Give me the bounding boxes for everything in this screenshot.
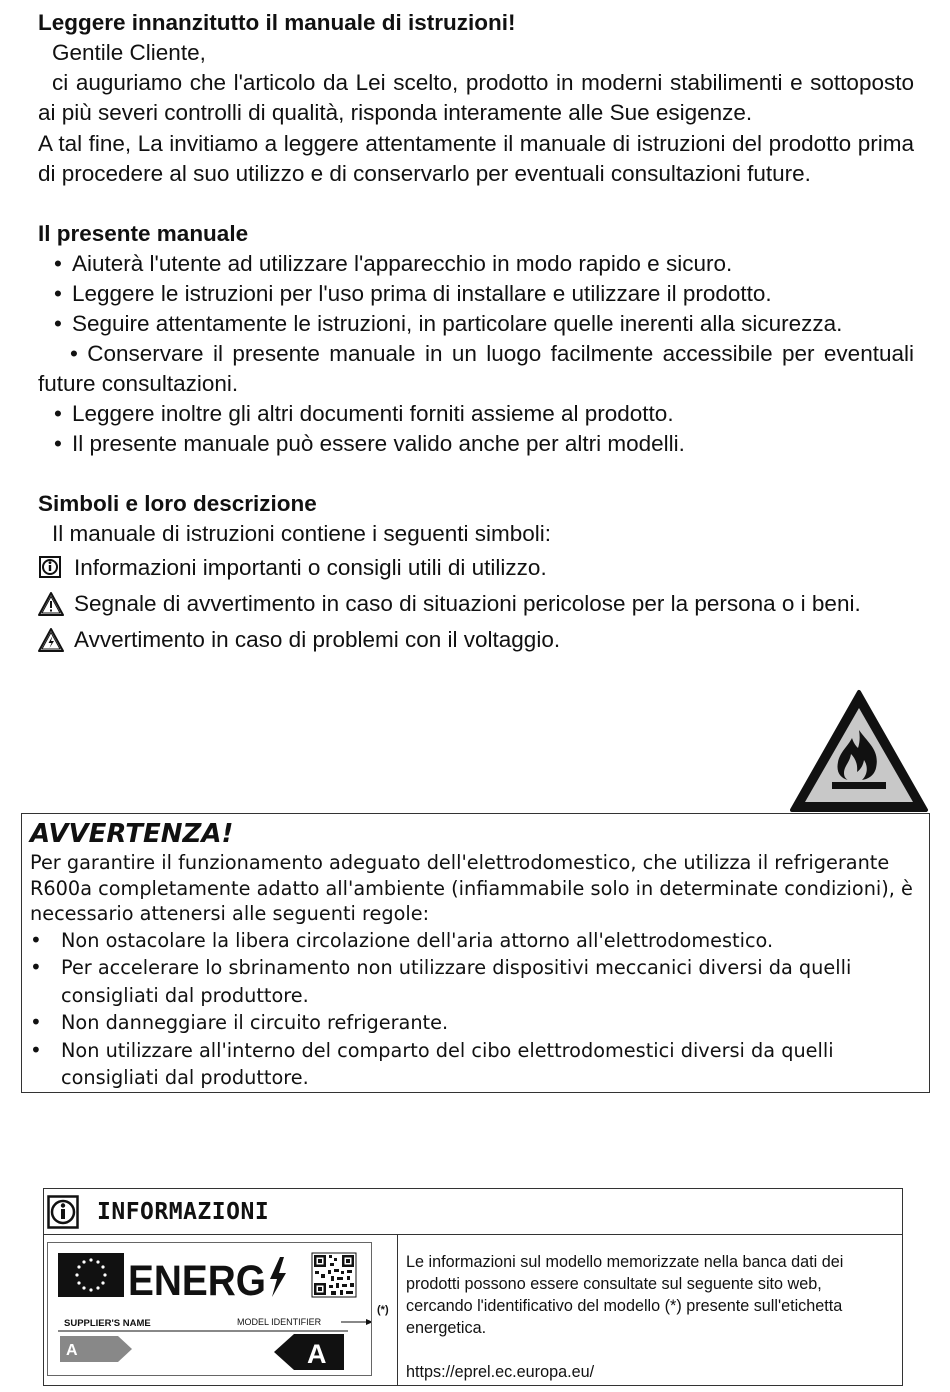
list-item: • Per accelerare lo sbrinamento non utilizzare dispositivi meccanici diversi da quelli consigliati dal produttore. [30,954,921,1009]
flammable-warning-icon [788,688,930,814]
list-item: • Conservare il presente manuale in un luogo facilmente accessibile per eventuali future consultazioni. [38,341,914,397]
manual-bullet-list [38,249,914,459]
info-body [44,1235,902,1385]
greeting: Gentile Cliente, [52,40,206,65]
info-divider [397,1235,398,1385]
info-title: INFORMAZIONI [97,1198,270,1225]
energy-label-graphic [48,1243,371,1375]
list-item: • Non utilizzare all'interno del comparto del cibo elettrodomestici diversi da quelli consigliati dal produttore. [30,1037,921,1092]
symbols-section-title: Simboli e loro descrizione [38,491,317,517]
list-item: • Leggere le istruzioni per l'uso prima di installare e utilizzare il prodotto. [54,281,772,307]
energy-class-left: A [66,1342,78,1359]
supplier-name: SUPPLIER'S NAME [64,1318,151,1329]
voltage-warning-icon [38,627,64,653]
manual-section-title: Il presente manuale [38,221,249,247]
intro-title: Leggere innanzitutto il manuale di istruzioni! [38,10,516,35]
manual-page [38,8,914,658]
warning-triangle-icon [38,591,64,617]
warning-title: AVVERTENZA! [30,819,234,849]
info-icon [38,555,64,581]
model-identifier: MODEL IDENTIFIER [237,1317,322,1327]
info-box [43,1188,903,1386]
info-text: Le informazioni sul modello memorizzate nella banca dati dei prodotti possono essere consultate sul seguente sito web, cercando l'identificativo del modello (*) presente sull'etichetta energetica. [406,1253,844,1337]
qr-code-icon [312,1253,356,1297]
list-item: • Il presente manuale può essere valido anche per altri modelli. [54,431,685,457]
warning-text: Per garantire il funzionamento adeguato dell'elettrodomestico, che utilizza il refrigerante R600a completamente adatto all'ambiente (infiammabile solo in determinate condizioni), è necessario attenersi alle seguenti regole: [30,851,913,925]
info-header [44,1189,902,1235]
model-marker: (*) [377,1304,389,1316]
list-item: • Leggere inoltre gli altri documenti forniti assieme al prodotto. [54,401,674,427]
info-icon [47,1195,79,1229]
list-item: • Non danneggiare il circuito refrigerante. [30,1009,921,1037]
intro-paragraph-2: A tal fine, La invitiamo a leggere attentamente il manuale di istruzioni del prodotto prima di procedere al suo utilizzo e di conservarlo per eventuali consultazioni future. [38,130,914,186]
symbol-row-warning: Segnale di avvertimento in caso di situazioni pericolose per la persona o i beni. [38,586,914,622]
warning-list [30,927,921,1092]
list-item: • Non ostacolare la libera circolazione dell'aria attorno all'elettrodomestico. [30,927,921,955]
warning-box [21,813,930,1093]
energy-class-right: A [307,1339,327,1369]
symbol-row-info: Informazioni importanti o consigli utili di utilizzo. [38,550,914,586]
list-item: • Seguire attentamente le istruzioni, in particolare quelle inerenti alla sicurezza. [54,311,843,337]
list-item: • Aiuterà l'utente ad utilizzare l'apparecchio in modo rapido e sicuro. [54,251,733,277]
lightning-icon [270,1257,286,1297]
energy-word: ENERG [128,1257,266,1305]
symbol-row-voltage: Avvertimento in caso di problemi con il voltaggio. [38,622,914,658]
symbols-intro: Il manuale di istruzioni contiene i seguenti simboli: [52,521,552,547]
intro-paragraph-1: ci auguriamo che l'articolo da Lei scelto, prodotto in moderni stabilimenti e sottoposto ai più severi controlli di qualità, risponda interamente alle Sue esigenze. [38,70,914,126]
eprel-link[interactable]: https://eprel.ec.europa.eu/ [406,1363,595,1381]
energy-label [47,1242,372,1376]
